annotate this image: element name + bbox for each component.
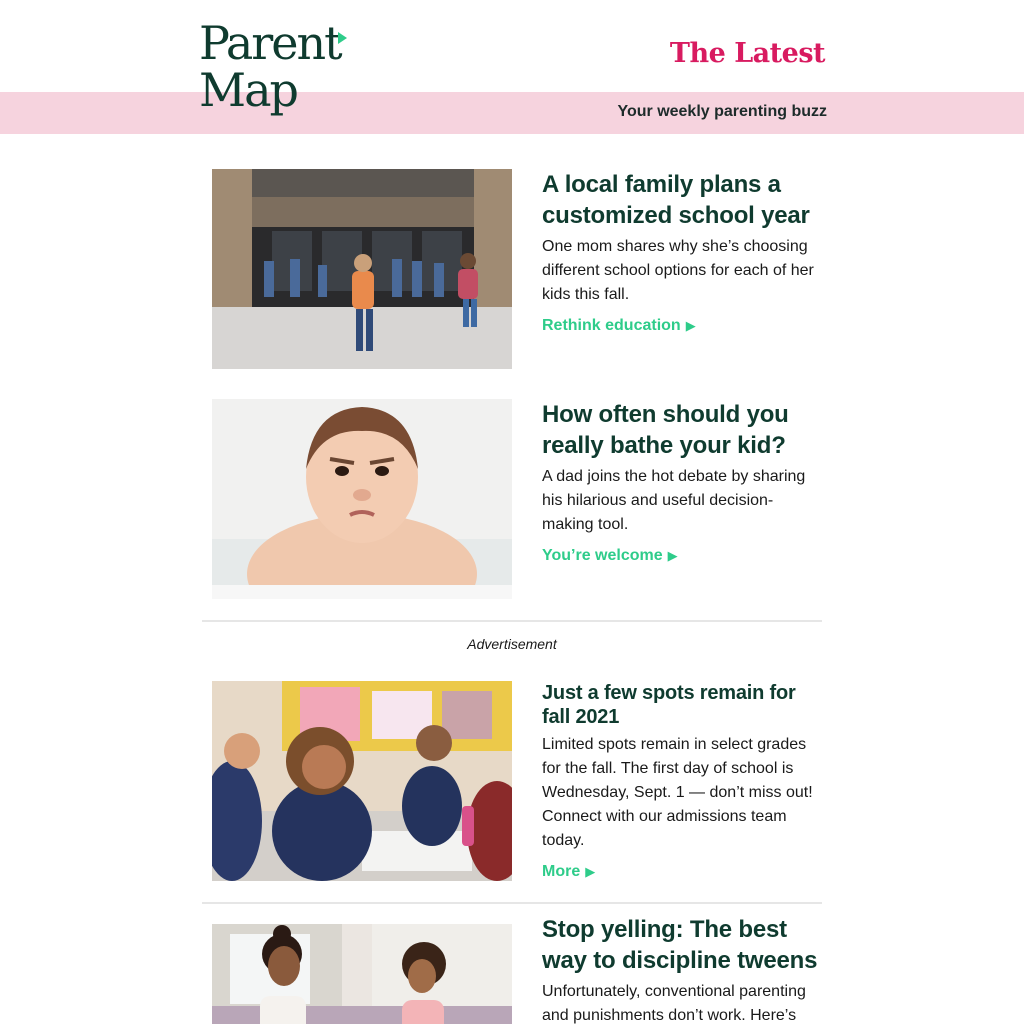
article-text [542,399,824,565]
section-divider [202,902,822,904]
article-headline[interactable]: Stop yelling: The best way to discipline tweens [542,916,818,974]
section-divider [202,620,822,622]
kids-walking-into-school-photo[interactable] [212,169,512,369]
article-card [212,169,824,369]
article-summary: A dad joins the hot debate by sharing his hilarious and useful decision-making tool. [542,468,806,533]
toddler-in-bath-photo[interactable] [212,399,512,599]
logo-text-map: Map [199,63,297,117]
ad-text [542,681,824,881]
more-link[interactable] [542,863,595,881]
article-headline[interactable]: A local family plans a customized school year [542,171,810,229]
play-arrow-icon: ▶ [667,548,678,563]
article-card [212,399,824,599]
parent-and-tween-talking-photo[interactable] [212,924,512,1024]
cta-label: You’re welcome [542,547,663,564]
youre-welcome-link[interactable] [542,547,678,565]
tagline-banner [0,92,1024,134]
cta-label: Rethink education [542,317,681,334]
students-in-classroom-photo[interactable] [212,681,512,881]
article-text [542,914,824,1024]
tagline: Your weekly parenting buzz [617,103,827,120]
play-arrow-icon: ▶ [685,318,696,333]
article-headline[interactable]: How often should you really bathe your kid? [542,401,789,459]
rethink-education-link[interactable] [542,317,696,335]
article-summary: Unfortunately, conventional parenting and punishments don’t work. Here’s [542,983,806,1024]
cta-label: More [542,863,581,880]
ad-summary: Limited spots remain in select grades for the fall. The first day of school is Wednesday, Sept. 1 — don’t miss out! Connect with our admissions team today. [542,736,813,849]
article-card [212,914,824,1024]
ad-headline[interactable]: Just a few spots remain for fall 2021 [542,682,796,728]
parentmap-logo[interactable] [199,18,349,120]
advertisement-label: Advertisement [467,636,557,652]
logo-play-icon [338,32,347,44]
article-summary: One mom shares why she’s choosing different school options for each of her kids this fall. [542,238,814,303]
logo-text-parent: Parent [199,16,341,70]
ad-card [212,681,824,881]
play-arrow-icon: ▶ [585,864,596,879]
newsletter-title: The Latest [669,38,825,69]
article-text [542,169,824,335]
